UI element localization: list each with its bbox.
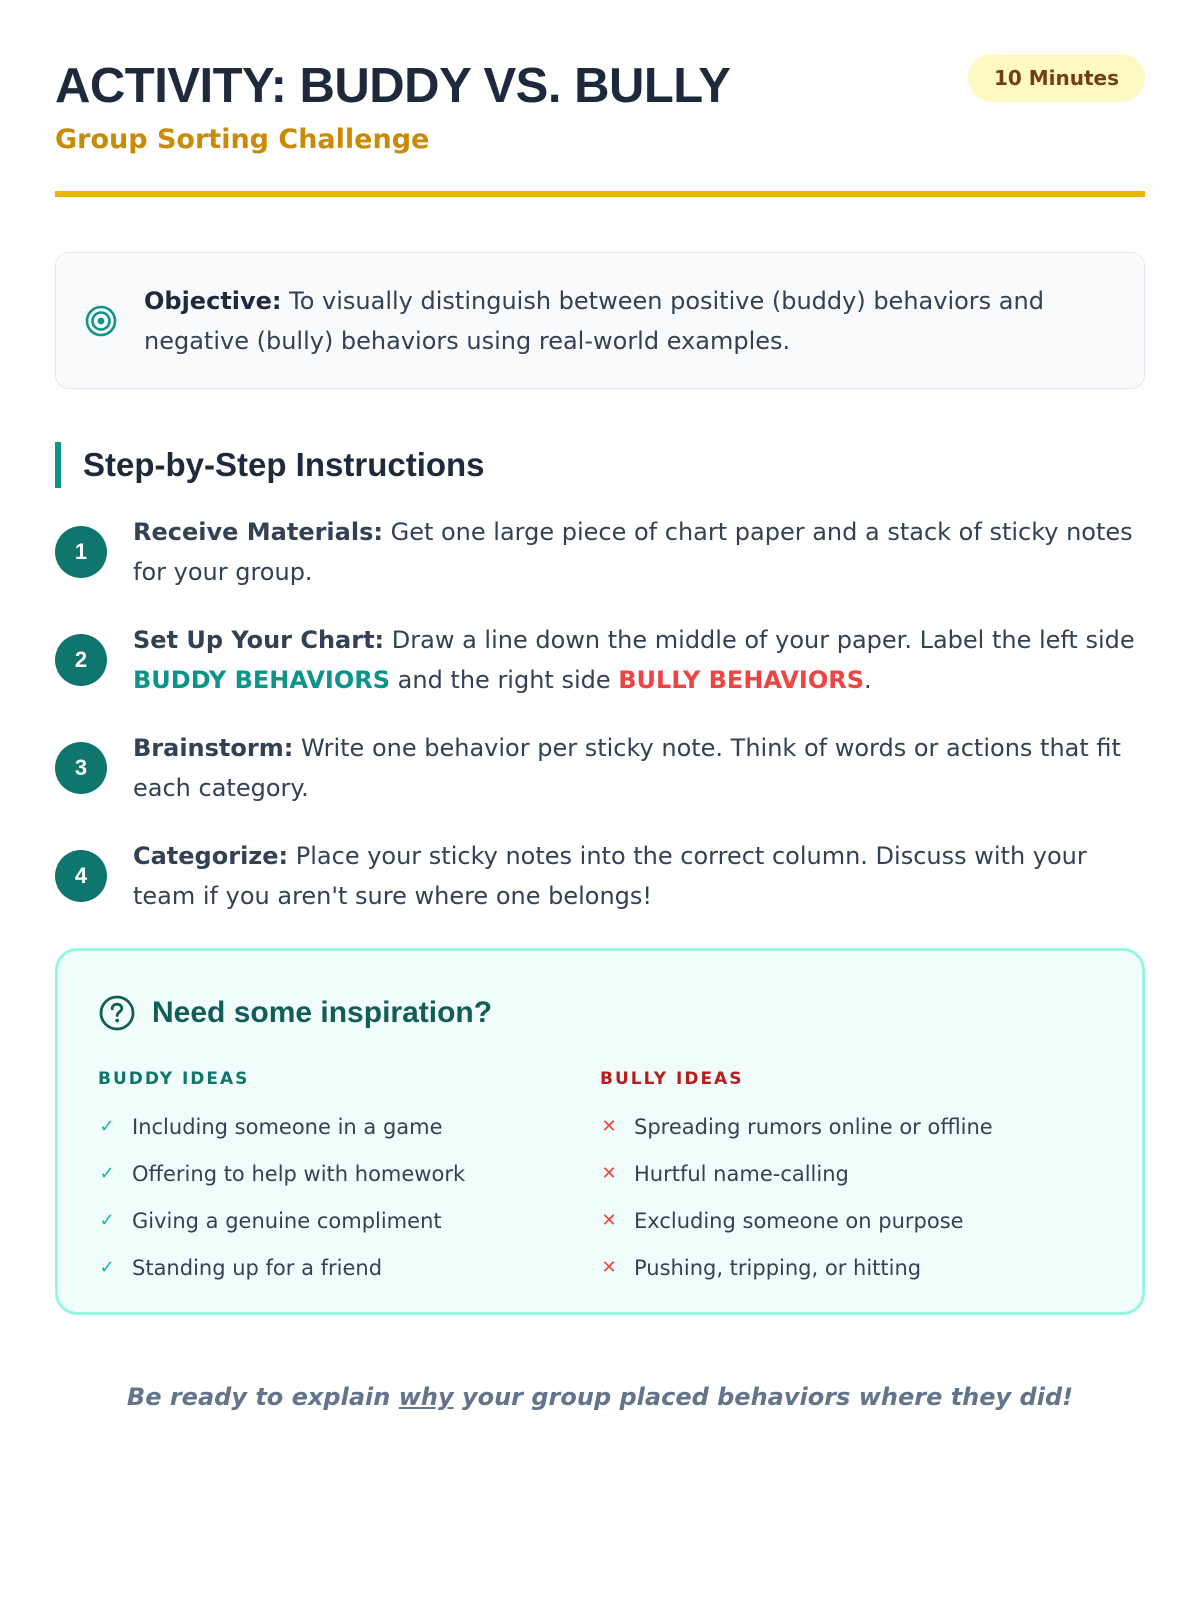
steps-list xyxy=(55,512,1145,944)
ideas-columns xyxy=(98,1067,1102,1291)
idea-text: Including someone in a game xyxy=(132,1114,443,1139)
bully-ideas-heading: BULLY IDEAS xyxy=(600,1069,744,1089)
bully-behaviors-label: BULLY BEHAVIORS xyxy=(618,666,865,694)
bully-ideas-column xyxy=(600,1067,1102,1291)
step-description: Draw a line down the middle of your paper. Label the left side xyxy=(384,626,1135,654)
idea-text: Spreading rumors online or offline xyxy=(634,1114,993,1139)
step-item xyxy=(55,836,1145,944)
check-icon: ✓ xyxy=(99,1257,115,1278)
step-label: Set Up Your Chart: xyxy=(133,626,385,654)
footer-text-before: Be ready to explain xyxy=(126,1383,399,1411)
instructions-heading-text: Step-by-Step Instructions xyxy=(83,446,485,483)
objective-text xyxy=(144,281,1104,361)
buddy-ideas-list xyxy=(98,1103,600,1291)
step-item xyxy=(55,512,1145,620)
objective-box xyxy=(55,252,1145,389)
buddy-ideas-column xyxy=(98,1067,600,1291)
step-description: Place your sticky notes into the correct column. Discuss with your team if you aren't sure where one belongs! xyxy=(133,842,1087,910)
step-text xyxy=(133,728,1145,808)
idea-text: Excluding someone on purpose xyxy=(634,1208,964,1233)
list-item xyxy=(600,1103,1102,1150)
objective-label: Objective: xyxy=(144,286,282,315)
step-description: and the right side xyxy=(390,666,619,694)
question-circle-icon xyxy=(98,994,136,1032)
list-item xyxy=(98,1150,600,1197)
check-icon: ✓ xyxy=(99,1116,115,1137)
idea-text: Hurtful name-calling xyxy=(634,1161,849,1186)
step-label: Receive Materials: xyxy=(133,518,383,546)
footer-emphasis: why xyxy=(398,1383,454,1411)
footer-text-after: your group placed behaviors where they did! xyxy=(453,1383,1074,1411)
check-icon: ✓ xyxy=(99,1163,115,1184)
step-item xyxy=(55,620,1145,728)
step-description: . xyxy=(864,666,872,694)
heading-accent-bar xyxy=(55,442,61,488)
idea-text: Standing up for a friend xyxy=(132,1255,383,1280)
list-item xyxy=(600,1197,1102,1244)
cross-icon: ✕ xyxy=(601,1116,617,1137)
list-item xyxy=(600,1244,1102,1291)
inspiration-header xyxy=(98,989,1102,1037)
step-number-badge: 3 xyxy=(55,742,107,794)
list-item xyxy=(98,1103,600,1150)
step-number-badge: 4 xyxy=(55,850,107,902)
step-text xyxy=(133,836,1145,916)
inspiration-box xyxy=(55,948,1145,1315)
inspiration-title: Need some inspiration? xyxy=(152,996,493,1029)
buddy-ideas-heading: BUDDY IDEAS xyxy=(98,1069,250,1089)
bully-ideas-list xyxy=(600,1103,1102,1291)
idea-text: Giving a genuine compliment xyxy=(132,1208,442,1233)
step-description: Write one behavior per sticky note. Think of words or actions that fit each category. xyxy=(133,734,1121,802)
cross-icon: ✕ xyxy=(601,1163,617,1184)
list-item xyxy=(98,1244,600,1291)
step-description: Get one large piece of chart paper and a stack of sticky notes for your group. xyxy=(133,518,1133,586)
target-icon xyxy=(84,304,118,338)
step-item xyxy=(55,728,1145,836)
step-label: Categorize: xyxy=(133,842,289,870)
cross-icon: ✕ xyxy=(601,1210,617,1231)
list-item xyxy=(98,1197,600,1244)
step-number-badge: 1 xyxy=(55,526,107,578)
step-number-badge: 2 xyxy=(55,634,107,686)
step-text xyxy=(133,512,1145,592)
time-badge: 10 Minutes xyxy=(968,54,1145,102)
instructions-heading xyxy=(55,442,1145,488)
page-header xyxy=(55,56,1145,197)
page-subtitle: Group Sorting Challenge xyxy=(55,124,430,155)
list-item xyxy=(600,1150,1102,1197)
page-title: ACTIVITY: BUDDY VS. BULLY xyxy=(55,59,731,113)
step-text xyxy=(133,620,1145,700)
idea-text: Pushing, tripping, or hitting xyxy=(634,1255,922,1280)
footer-note xyxy=(55,1383,1145,1411)
check-icon: ✓ xyxy=(99,1210,115,1231)
step-label: Brainstorm: xyxy=(133,734,294,762)
cross-icon: ✕ xyxy=(601,1257,617,1278)
buddy-behaviors-label: BUDDY BEHAVIORS xyxy=(133,666,391,694)
idea-text: Offering to help with homework xyxy=(132,1161,466,1186)
objective-description: To visually distinguish between positive (buddy) behaviors and negative (bully) behaviors using real-world examples. xyxy=(144,286,1044,355)
